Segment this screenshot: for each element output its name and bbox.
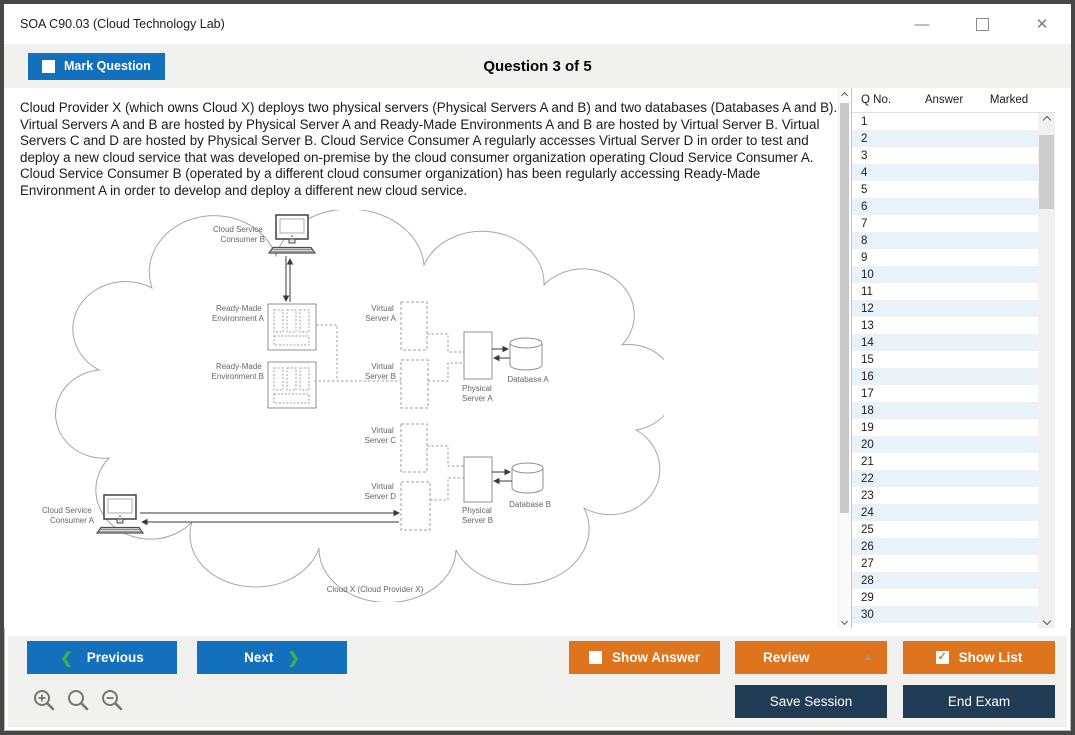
show-answer-button[interactable] bbox=[569, 641, 720, 674]
footer-row-2 bbox=[8, 685, 1067, 718]
save-session-label: Save Session bbox=[769, 694, 853, 709]
question-row[interactable] bbox=[852, 385, 1038, 402]
footer-row-1 bbox=[8, 641, 1067, 674]
virtual-server-b-box bbox=[401, 360, 428, 408]
question-row[interactable] bbox=[852, 113, 1038, 130]
question-row-number: 6 bbox=[861, 200, 868, 213]
save-session-button[interactable] bbox=[735, 685, 887, 718]
zoom-tools bbox=[32, 688, 124, 712]
question-row[interactable] bbox=[852, 181, 1038, 198]
question-row[interactable] bbox=[852, 521, 1038, 538]
question-row[interactable] bbox=[852, 300, 1038, 317]
question-row-number: 25 bbox=[861, 523, 874, 536]
column-marked: Marked bbox=[989, 94, 1029, 106]
virtual-server-a-box bbox=[401, 302, 427, 350]
ready-made-environment-b bbox=[268, 362, 316, 408]
main-scrollbar[interactable] bbox=[838, 88, 850, 628]
database-b-icon bbox=[512, 463, 543, 493]
question-row[interactable] bbox=[852, 572, 1038, 589]
question-row-number: 21 bbox=[861, 455, 874, 468]
question-row-number: 20 bbox=[861, 438, 874, 451]
question-list-body bbox=[852, 113, 1055, 628]
mark-question-label: Mark Question bbox=[64, 59, 151, 73]
main-scrollbar-thumb[interactable] bbox=[840, 103, 849, 513]
dashed-connectors bbox=[314, 325, 464, 500]
question-list-panel bbox=[851, 88, 1055, 628]
question-row[interactable] bbox=[852, 504, 1038, 521]
question-row-number: 16 bbox=[861, 370, 874, 383]
cloud-caption: Cloud X (Cloud Provider X) bbox=[326, 584, 424, 594]
show-list-label: Show List bbox=[958, 650, 1023, 665]
window-title: SOA C90.03 (Cloud Technology Lab) bbox=[20, 17, 225, 31]
database-a-icon bbox=[510, 338, 542, 370]
list-scrollbar-thumb[interactable] bbox=[1039, 135, 1054, 209]
question-row-number: 13 bbox=[861, 319, 874, 332]
question-row-number: 5 bbox=[861, 183, 868, 196]
question-row-number: 30 bbox=[861, 608, 874, 621]
list-scroll-down-icon[interactable] bbox=[1038, 614, 1055, 628]
diagram-wrap bbox=[24, 210, 824, 607]
previous-button[interactable] bbox=[27, 641, 177, 674]
question-row-number: 29 bbox=[861, 591, 874, 604]
vs-a-label: Virtual Server A bbox=[365, 303, 396, 323]
question-row-number: 26 bbox=[861, 540, 874, 553]
ready-made-environment-a bbox=[268, 304, 316, 350]
question-row-number: 24 bbox=[861, 506, 874, 519]
db-a-label: Database A bbox=[507, 374, 549, 384]
question-row-number: 14 bbox=[861, 336, 874, 349]
question-list bbox=[852, 113, 1038, 628]
zoom-reset-icon[interactable] bbox=[66, 688, 90, 712]
question-list-scrollbar[interactable] bbox=[1038, 113, 1055, 628]
question-row[interactable] bbox=[852, 606, 1038, 623]
question-row[interactable] bbox=[852, 487, 1038, 504]
architecture-diagram bbox=[24, 210, 664, 602]
question-row-number: 18 bbox=[861, 404, 874, 417]
question-row[interactable] bbox=[852, 283, 1038, 300]
consumer-b-label: Cloud Service Consumer B bbox=[212, 224, 265, 244]
question-row-number: 7 bbox=[861, 217, 868, 230]
question-row-number: 9 bbox=[861, 251, 868, 264]
question-row-number: 8 bbox=[861, 234, 868, 247]
physical-server-a-box bbox=[464, 332, 492, 379]
question-row[interactable] bbox=[852, 147, 1038, 164]
list-scroll-up-icon[interactable] bbox=[1038, 113, 1055, 127]
vs-b-label: Virtual Server B bbox=[364, 361, 396, 381]
main-scroll-up-icon[interactable] bbox=[839, 88, 850, 102]
chevron-left-icon: ❮ bbox=[60, 649, 73, 667]
mark-question-checkbox[interactable] bbox=[42, 60, 55, 73]
question-row-number: 11 bbox=[861, 285, 873, 298]
question-row-number: 22 bbox=[861, 472, 874, 485]
question-row-number: 2 bbox=[861, 132, 868, 145]
consumer-a-label: Cloud Service Consumer A bbox=[41, 505, 94, 525]
question-row[interactable] bbox=[852, 334, 1038, 351]
rem-a-label: Ready-Made Environment A bbox=[211, 303, 264, 323]
end-exam-button[interactable] bbox=[903, 685, 1055, 718]
next-button[interactable] bbox=[197, 641, 347, 674]
window-controls bbox=[907, 4, 1057, 44]
mark-question-button[interactable] bbox=[28, 53, 165, 80]
maximize-icon[interactable] bbox=[967, 11, 997, 37]
question-counter: Question 3 of 5 bbox=[483, 57, 592, 75]
question-row-number: 23 bbox=[861, 489, 874, 502]
question-text: Cloud Provider X (which owns Cloud X) deploys two physical servers (Physical Servers A and B) and two databases (Databases A and B). Virtual Servers A and B are hosted by Physical Server A and Ready-Made Environments A and B are hosted by Virtual Server B. Virtual Servers C and D are hosted by Physical Server B. Cloud Service Consumer A regularly accesses Virtual Server D in order to test and deploy a new cloud service that was developed on-premise by the cloud consumer organization operating Cloud Service Consumer A. Cloud Service Consumer B (operated by a different cloud consumer organization) has been regularly accessing Ready-Made Environment A in order to develop and deploy a different new cloud service. bbox=[20, 100, 838, 199]
question-row[interactable] bbox=[852, 317, 1038, 334]
question-row[interactable] bbox=[852, 368, 1038, 385]
end-exam-label: End Exam bbox=[947, 694, 1011, 709]
next-label: Next bbox=[244, 650, 274, 665]
titlebar bbox=[4, 4, 1071, 44]
review-button[interactable] bbox=[735, 641, 887, 674]
cloud-outline bbox=[56, 210, 664, 602]
question-row[interactable] bbox=[852, 555, 1038, 572]
triangle-up-icon: ▲ bbox=[863, 652, 873, 663]
question-content bbox=[4, 88, 838, 628]
question-row-number: 4 bbox=[861, 166, 868, 179]
show-answer-checkbox[interactable] bbox=[589, 651, 602, 664]
question-row[interactable] bbox=[852, 589, 1038, 606]
question-row[interactable] bbox=[852, 249, 1038, 266]
previous-label: Previous bbox=[86, 650, 144, 665]
consumer-a-computer-icon bbox=[97, 495, 143, 533]
question-row[interactable] bbox=[852, 266, 1038, 283]
db-b-label: Database B bbox=[509, 499, 551, 509]
main-scroll-down-icon[interactable] bbox=[839, 614, 850, 628]
ps-a-label: Physical Server A bbox=[462, 383, 493, 403]
zoom-out-icon[interactable] bbox=[100, 688, 124, 712]
question-row[interactable] bbox=[852, 130, 1038, 147]
physical-server-b-box bbox=[464, 457, 492, 502]
question-row-number: 1 bbox=[861, 115, 868, 128]
question-row-number: 3 bbox=[861, 149, 868, 162]
question-row-number: 10 bbox=[861, 268, 874, 281]
show-answer-label: Show Answer bbox=[611, 650, 700, 665]
question-row-number: 27 bbox=[861, 557, 874, 570]
header-bar bbox=[4, 44, 1071, 88]
check-icon: ✓ bbox=[937, 651, 947, 663]
question-row[interactable] bbox=[852, 470, 1038, 487]
zoom-in-icon[interactable] bbox=[32, 688, 56, 712]
question-row-number: 12 bbox=[861, 302, 874, 315]
question-row[interactable] bbox=[852, 453, 1038, 470]
virtual-server-d-box bbox=[401, 482, 430, 530]
show-list-checkbox[interactable] bbox=[936, 651, 949, 664]
show-list-button[interactable] bbox=[903, 641, 1055, 674]
close-icon[interactable]: ✕ bbox=[1035, 16, 1049, 33]
minimize-icon[interactable]: — bbox=[914, 15, 930, 33]
question-row-number: 17 bbox=[861, 387, 874, 400]
question-row[interactable] bbox=[852, 351, 1038, 368]
question-row[interactable] bbox=[852, 232, 1038, 249]
vs-d-label: Virtual Server D bbox=[364, 481, 396, 501]
ps-b-label: Physical Server B bbox=[462, 505, 494, 525]
chevron-right-icon: ❯ bbox=[287, 649, 300, 667]
question-row-number: 19 bbox=[861, 421, 874, 434]
column-qno: Q No. bbox=[861, 94, 892, 106]
question-row[interactable] bbox=[852, 164, 1038, 181]
consumer-b-computer-icon bbox=[269, 215, 315, 253]
question-row[interactable] bbox=[852, 538, 1038, 555]
question-row[interactable] bbox=[852, 198, 1038, 215]
question-list-header bbox=[852, 88, 1055, 113]
column-answer: Answer bbox=[924, 94, 964, 106]
question-row-number: 15 bbox=[861, 353, 874, 366]
virtual-server-c-box bbox=[401, 424, 427, 472]
question-row[interactable] bbox=[852, 215, 1038, 232]
question-row[interactable] bbox=[852, 402, 1038, 419]
question-row-number: 28 bbox=[861, 574, 874, 587]
review-label: Review bbox=[763, 650, 810, 665]
footer-bar bbox=[8, 636, 1067, 727]
question-row[interactable] bbox=[852, 419, 1038, 436]
question-row[interactable] bbox=[852, 436, 1038, 453]
vs-c-label: Virtual Server C bbox=[364, 425, 396, 445]
maximize-box bbox=[976, 18, 989, 31]
main-area bbox=[4, 88, 1071, 628]
rem-b-label: Ready-Made Environment B bbox=[211, 361, 264, 381]
